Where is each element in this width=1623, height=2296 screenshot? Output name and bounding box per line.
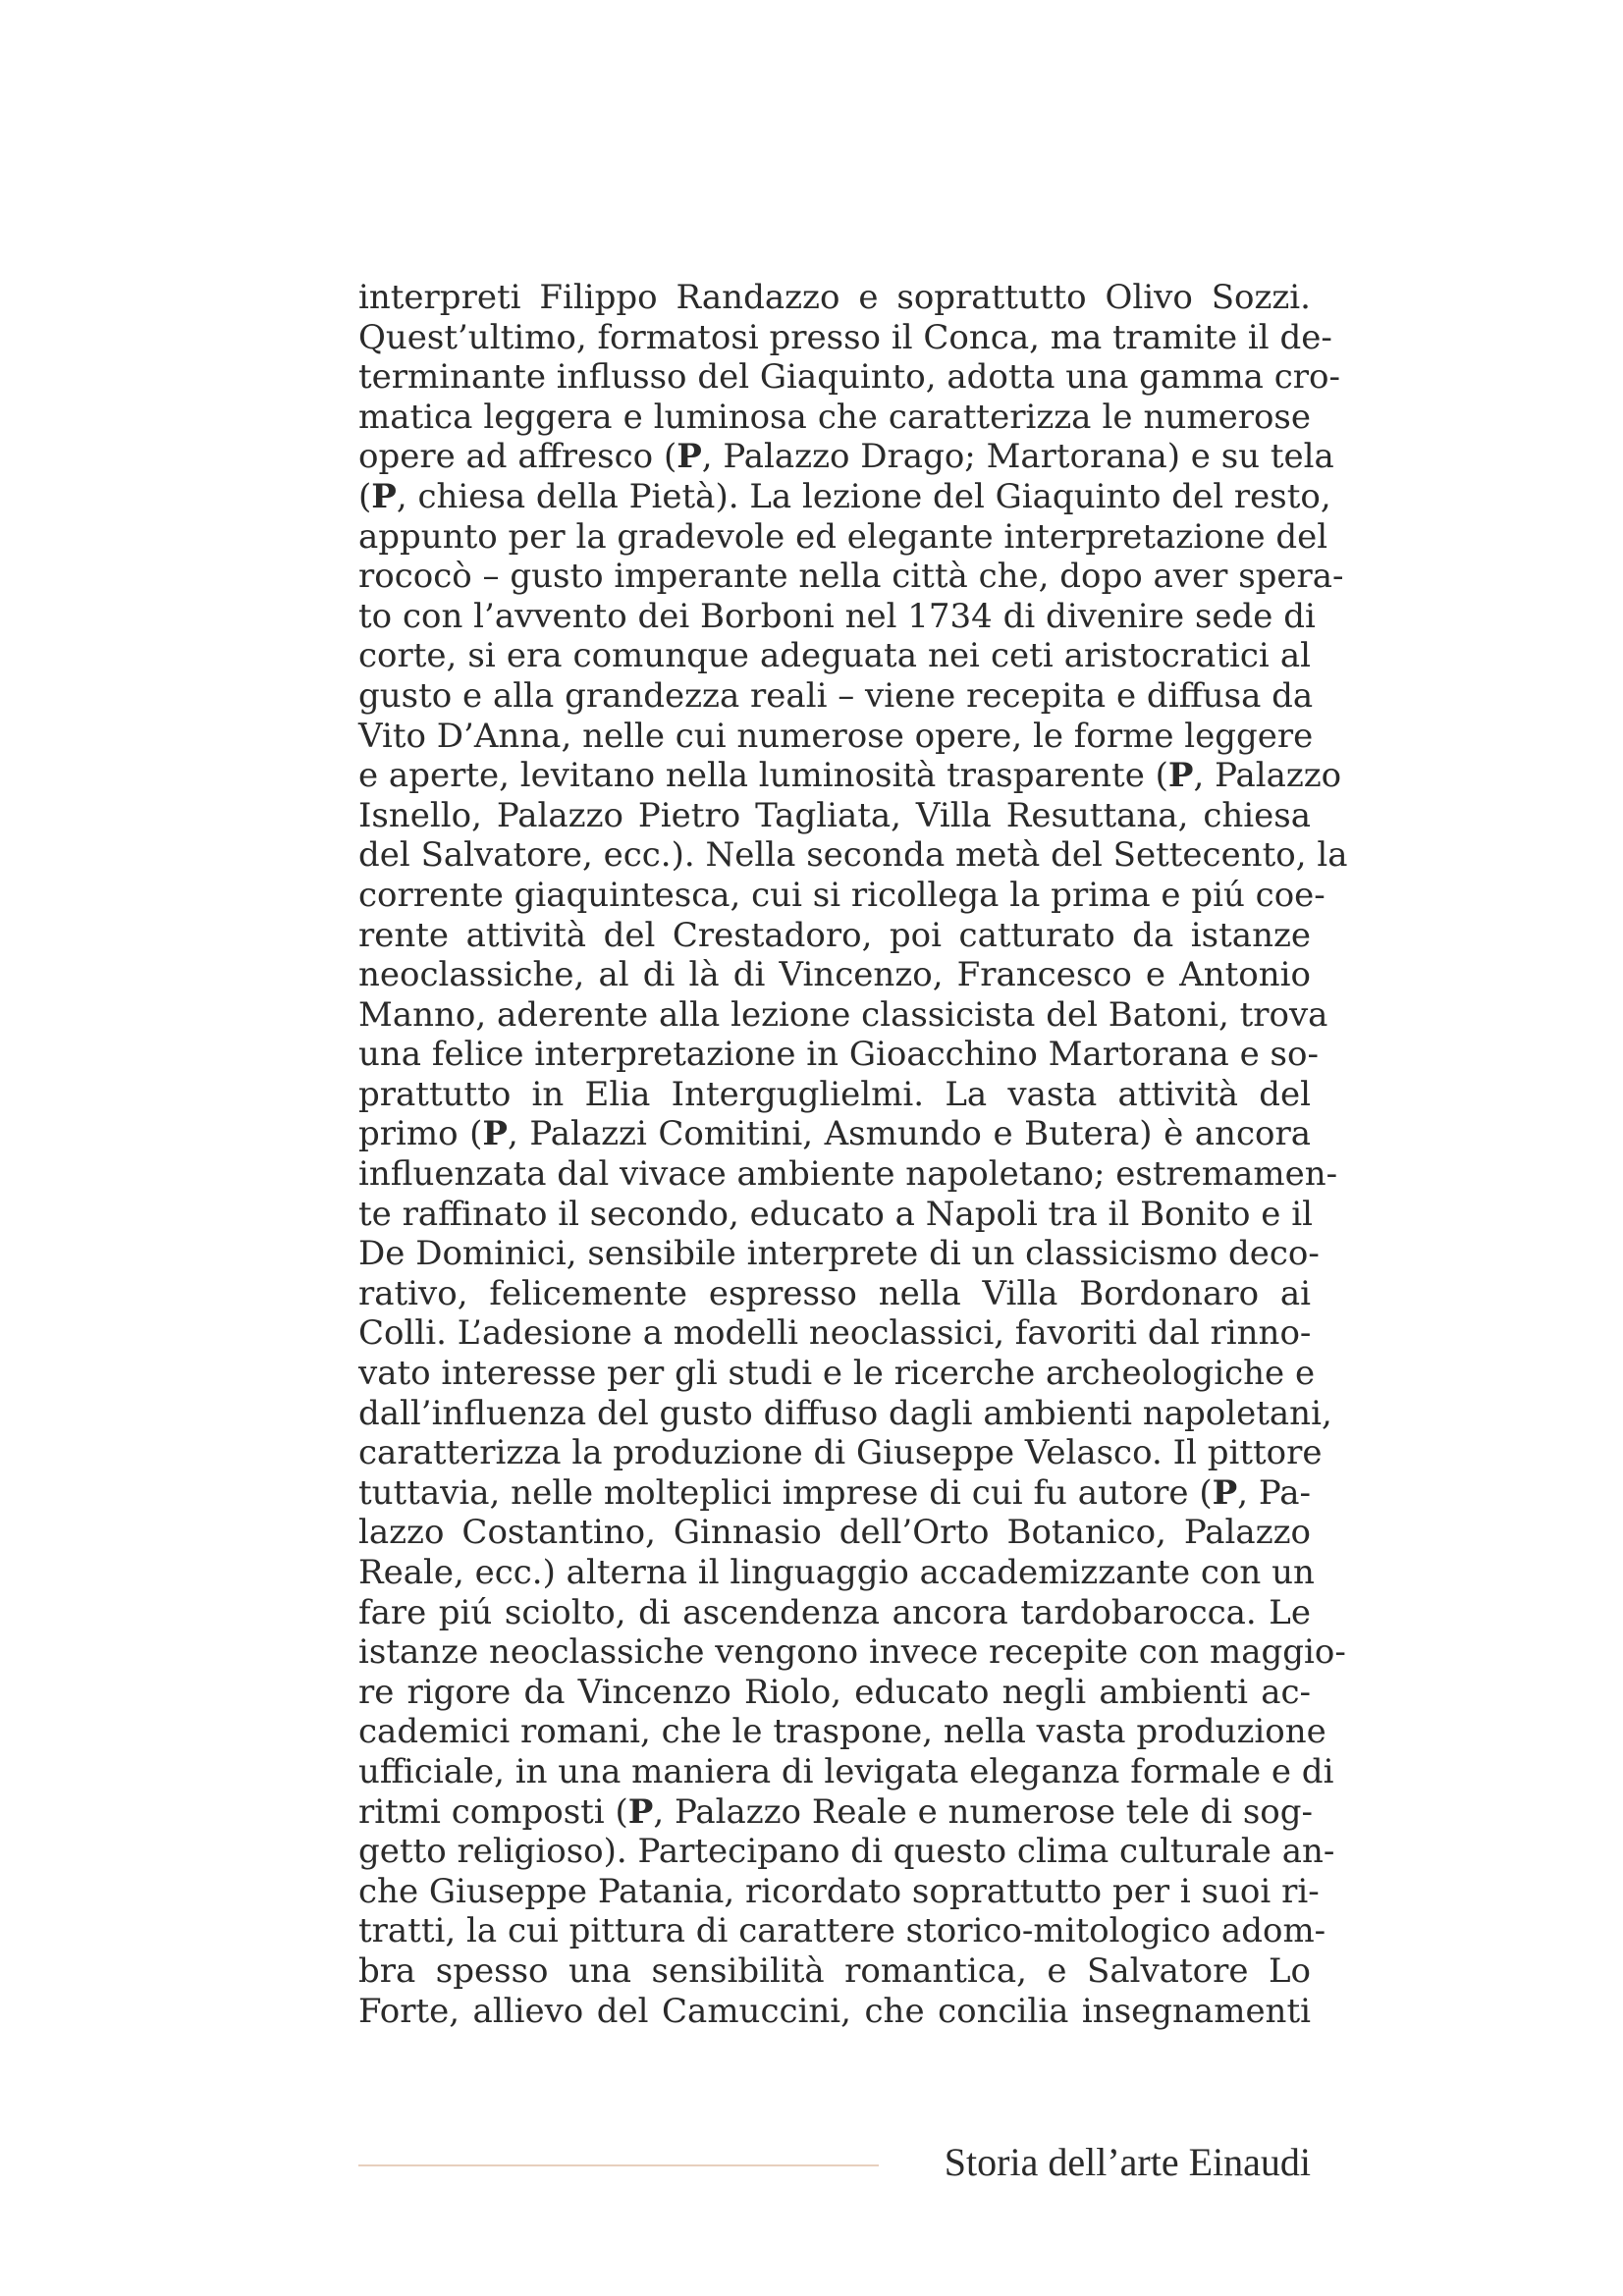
text-line: prattutto in Elia Interguglielmi. La vasta attività del [358, 1074, 1311, 1114]
text-line: corrente giaquintesca, cui si ricollega la prima e piú coe- [358, 875, 1325, 915]
text-line: interpreti Filippo Randazzo e soprattutto Olivo Sozzi. [358, 278, 1311, 317]
text-line: re rigore da Vincenzo Riolo, educato negli ambienti ac- [358, 1672, 1311, 1712]
text-line: del Salvatore, ecc.). Nella seconda metà del Settecento, la [358, 835, 1348, 876]
text-line: to con l’avvento dei Borboni nel 1734 di divenire sede di [358, 596, 1316, 636]
text-line: (P, chiesa della Pietà). La lezione del Giaquinto del resto, [358, 476, 1331, 516]
text-line: Manno, aderente alla lezione classicista del Batoni, trova [358, 994, 1328, 1035]
text-line: una felice interpretazione in Gioacchino Martorana e so- [358, 1035, 1319, 1075]
text-line: De Dominici, sensibile interprete di un classicismo deco- [358, 1234, 1320, 1274]
footer-rule [358, 2164, 879, 2166]
text-line: Reale, ecc.) alterna il linguaggio accademizzante con un [358, 1553, 1315, 1592]
text-line: dall’influenza del gusto diffuso dagli ambienti napoletani, [358, 1393, 1332, 1433]
text-line: istanze neoclassiche vengono invece recepite con maggio- [358, 1632, 1346, 1673]
text-line: opere ad affresco (P, Palazzo Drago; Martorana) e su tela [358, 437, 1334, 477]
text-line: ufficiale, in una maniera di levigata eleganza formale e di [358, 1751, 1334, 1791]
text-line: rente attività del Crestadoro, poi catturato da istanze [358, 915, 1311, 955]
text-line: lazzo Costantino, Ginnasio dell’Orto Botanico, Palazzo [358, 1513, 1311, 1553]
text-line: gusto e alla grandezza reali – viene recepita e diffusa da [358, 675, 1314, 716]
text-line: caratterizza la produzione di Giuseppe Velasco. Il pittore [358, 1433, 1323, 1473]
text-line: tratti, la cui pittura di carattere storico-mitologico adom- [358, 1911, 1326, 1951]
text-line: te raffinato il secondo, educato a Napoli tra il Bonito e il [358, 1194, 1313, 1234]
text-line: terminante influsso del Giaquinto, adotta una gamma cro- [358, 357, 1341, 398]
text-line: influenzata dal vivace ambiente napoletano; estremamen- [358, 1154, 1338, 1195]
text-line: corte, si era comunque adeguata nei ceti aristocratici al [358, 636, 1311, 676]
body-text [358, 278, 1348, 2031]
text-line: ritmi composti (P, Palazzo Reale e numerose tele di sog- [358, 1791, 1314, 1832]
text-line: getto religioso). Partecipano di questo clima culturale an- [358, 1832, 1335, 1872]
text-line: matica leggera e luminosa che caratterizza le numerose [358, 397, 1311, 437]
text-line: cademici romani, che le traspone, nella vasta produzione [358, 1712, 1326, 1752]
text-line: appunto per la gradevole ed elegante interpretazione del [358, 516, 1328, 557]
text-line: rococò – gusto imperante nella città che, dopo aver spera- [358, 557, 1344, 597]
text-line: Isnello, Palazzo Pietro Tagliata, Villa Resuttana, chiesa [358, 795, 1311, 835]
text-line: vato interesse per gli studi e le ricerche archeologiche e [358, 1354, 1316, 1394]
text-line: rativo, felicemente espresso nella Villa Bordonaro ai [358, 1273, 1311, 1313]
text-line: neoclassiche, al di là di Vincenzo, Francesco e Antonio [358, 955, 1311, 995]
text-line: fare piú sciolto, di ascendenza ancora tardobarocca. Le [358, 1592, 1311, 1632]
text-line: Forte, allievo del Camuccini, che concilia insegnamenti [358, 1991, 1311, 2031]
text-line: primo (P, Palazzi Comitini, Asmundo e Butera) è ancora [358, 1114, 1311, 1154]
text-line: Colli. L’adesione a modelli neoclassici, favoriti dal rinno- [358, 1313, 1312, 1354]
text-line: e aperte, levitano nella luminosità trasparente (P, Palazzo [358, 756, 1342, 796]
text-line: bra spesso una sensibilità romantica, e Salvatore Lo [358, 1950, 1311, 1991]
text-line: Quest’ultimo, formatosi presso il Conca, ma tramite il de- [358, 317, 1332, 357]
text-line: che Giuseppe Patania, ricordato soprattutto per i suoi ri- [358, 1871, 1320, 1911]
footer-title: Storia dell’arte Einaudi [944, 2140, 1311, 2184]
text-line: tuttavia, nelle molteplici imprese di cui fu autore (P, Pa- [358, 1472, 1311, 1513]
text-line: Vito D’Anna, nelle cui numerose opere, le forme leggere [358, 716, 1314, 756]
